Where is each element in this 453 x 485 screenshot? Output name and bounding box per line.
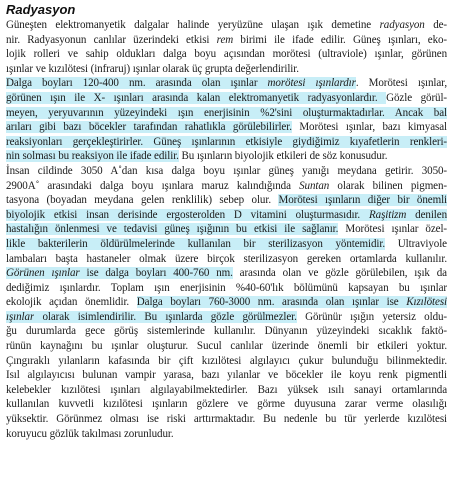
highlighted-text: Raşitizm (369, 208, 407, 221)
highlighted-text: morötesi ışınlardır (267, 77, 356, 90)
text-line (6, 427, 447, 442)
text-line (6, 18, 447, 33)
text-line (6, 412, 447, 427)
body-text (6, 18, 447, 441)
text-segment: . Morötesi ışınlar, (355, 77, 447, 90)
text-segment: Morötesi ışınlar, bazı kimyasal (291, 121, 447, 134)
text-line (6, 222, 447, 237)
text-line (6, 397, 447, 412)
text-segment: de- (424, 19, 447, 31)
text-segment: Güneşten elektromanyetik dalgalar halinde yeryüzüne ulaşan ışık demetine (6, 19, 380, 31)
text-segment: ışınlar ve kızılötesi (infraruj) ışınlar olarak üç grupta değerlendirilir. (6, 62, 299, 75)
highlighted-text: Görünen ışınlar (6, 267, 80, 280)
text-segment: rünün kaynağını bu ışınlar oluşturur. Sucul canlılar üzerinde önemli bir etkileri yoktur. (6, 340, 447, 353)
text-line (6, 106, 447, 121)
text-segment: Suntan (299, 179, 330, 192)
text-segment: İnsan cildinde 3050 A˚dan kısa dalga boyu ışınlar güneş yanığı meydana getirir. 3050- (6, 164, 447, 177)
text-line (6, 339, 447, 354)
text-line (6, 252, 447, 267)
highlighted-text: ışınlar (6, 310, 35, 323)
text-segment: ekolojik açıdan önemlidir. (6, 296, 137, 309)
text-line (6, 310, 447, 325)
text-line (6, 281, 447, 296)
text-segment: Morötesi ışınlar özel- (338, 223, 447, 236)
highlighted-text: hastalığın önlenmesi ve tedavisi güneş ışığının bu etkisi ile sağlanır. (6, 223, 339, 236)
text-segment: Görünür ışığın yetersiz oldu- (296, 310, 447, 323)
highlighted-text: Dalga boyları 760-3000 nm. arasında olan ışınlar ise (136, 296, 407, 309)
highlighted-text: biyolojik etkisi insan derisinde ergosterolden D vitamini oluşturmasıdır. (6, 208, 369, 221)
highlighted-text: görünen ışın ile X- ışınları arasında kalan elektromanyetik radyasyonlardır. (6, 91, 387, 104)
text-line (6, 164, 447, 179)
text-segment: tasyona (boyadan meydana gelen renklilik) sebep olur. (6, 194, 279, 207)
text-segment: rem (216, 33, 234, 46)
highlighted-text: likle bakterilerin öldürülmelerinde kullanılan bir sterilizasyon yöntemidir. (6, 237, 386, 250)
text-line (6, 120, 447, 135)
text-segment: arasında olan ve gözle görülebilen, ışık da (232, 267, 447, 280)
highlighted-text: meyen, yeryuvarının yüzeyindeki ışın enerjisinin %2'sini oluşturmaktadırlar. Ancak bal (6, 106, 447, 119)
highlighted-text: arıları gibi bazı böcekler tarafından rahatlıkla görülebilirler. (6, 121, 292, 134)
text-segment: kullanılan kuvvetli kızılötesi ışınların gözlere ve görme duyusuna zarar verme olasılığı (6, 398, 447, 411)
text-line (6, 354, 447, 369)
text-line (6, 47, 447, 62)
text-segment: radyasyon (379, 19, 425, 31)
text-segment: dediğimiz ışınlardır. Toplam ışın enerjisinin %40-60'lık bölümünü kapsayan bu ışınlar (6, 281, 447, 294)
text-segment: nir. Radyasyonun canlılar üzerindeki etkisi (6, 33, 217, 46)
highlighted-text: Dalga boyları 120-400 nm. arasında olan ışınlar (6, 77, 268, 90)
text-segment: birimi ile ifade edilir. Güneş ışınları, eko- (233, 33, 447, 46)
highlighted-text: nin solması bu reaksiyon ile ifade edilir. (6, 150, 179, 163)
text-segment: Gözle görül- (386, 91, 447, 104)
text-line (6, 193, 447, 208)
text-segment: kelebekler kızılötesi ışınları algılayabilmektedirler. Bazı yüksek ısılı sanayi ortamlarında (6, 383, 447, 396)
text-line (6, 149, 447, 164)
text-segment: Bu ışınların biyolojik etkileri de söz konusudur. (178, 150, 388, 163)
text-line (6, 208, 447, 223)
text-line (6, 295, 447, 310)
text-segment: 2900A˚ arasındaki dalga boyu ışınlara maruz kalındığında (6, 179, 300, 192)
text-segment: Çıngıraklı yılanların kafasında bir çift kızılötesi algılayıcı çukur bulunduğu bilinmektedir. (6, 354, 447, 367)
highlighted-text: Kızılötesi (406, 296, 447, 309)
text-line (6, 91, 447, 106)
highlighted-text: ise dalga boyları 400-760 nm. (79, 267, 233, 280)
highlighted-text: reaksiyonları gerçekleştirirler. (6, 135, 154, 148)
text-line (6, 62, 447, 77)
text-segment: olarak bilinen pigmen- (329, 179, 447, 192)
highlighted-text: Güneş ışınlarının etkisiyle giydiğimiz kıyafetlerin renkleri- (153, 135, 447, 148)
highlighted-text: denilen (406, 208, 447, 221)
text-segment: lambaları başta hastaneler olmak üzere birçok sterilizasyon gereken ortamlarda kullanılır. (6, 252, 447, 265)
text-line (6, 135, 447, 150)
section-title: Radyasyon (6, 2, 76, 17)
text-segment: koruyucu gözlük takılması zorunludur. (6, 427, 174, 440)
text-line (6, 368, 447, 383)
text-segment: lojik rolleri ve sahip oldukları dalga boyu açısından morötesi (ultraviole) ışınlar, görünen (6, 48, 447, 61)
text-segment: yüksektir. Görünmez olması ise riski arttırmaktadır. Bu nedenle bu tür yerlerde kızılötesi (6, 413, 447, 426)
text-line (6, 237, 447, 252)
text-segment: Isıl algılayıcısı bulunan vampir yarasa, bazı yılanlar ve böcekler ile koyu renk pigmentli (6, 369, 447, 382)
highlighted-text: olarak isimlendirilir. Bu ışınlarda gözle görülmezler. (34, 310, 297, 323)
text-line (6, 383, 447, 398)
text-line (6, 179, 447, 194)
text-line (6, 33, 447, 48)
text-line (6, 76, 447, 91)
text-line (6, 266, 447, 281)
highlighted-text: Morötesi ışınların diğer bir önemli (278, 194, 447, 207)
text-segment: ğu durumlarda gece görüş sistemlerinde kullanılır. Dünyanın yüzeyindeki sıcaklık faktö- (6, 325, 447, 338)
text-line (6, 324, 447, 339)
text-segment: Ultraviyole (385, 237, 447, 250)
